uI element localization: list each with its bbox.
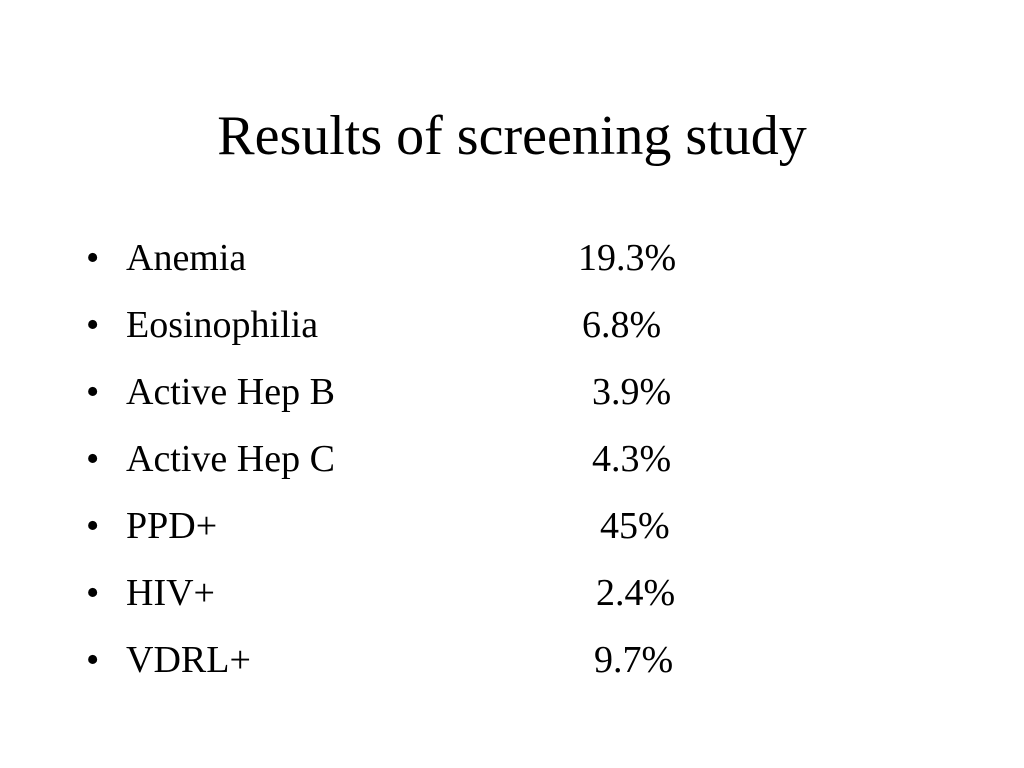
bullet-icon: •: [86, 572, 100, 614]
result-label: Eosinophilia: [126, 304, 319, 346]
bullet-icon: •: [86, 639, 100, 681]
result-label: PPD+: [126, 505, 218, 547]
result-value: 9.7%: [594, 639, 674, 681]
result-label: Anemia: [126, 237, 247, 279]
result-label: HIV+: [126, 572, 215, 614]
bullet-icon: •: [86, 304, 100, 346]
bullet-icon: •: [86, 438, 100, 480]
result-value: 3.9%: [592, 371, 672, 413]
result-label: Active Hep B: [126, 371, 335, 413]
result-value: 4.3%: [592, 438, 672, 480]
slide-title: Results of screening study: [217, 105, 807, 167]
result-label: VDRL+: [126, 639, 251, 681]
result-value: 6.8%: [582, 304, 662, 346]
result-value: 2.4%: [596, 572, 676, 614]
bullet-icon: •: [86, 237, 100, 279]
result-value: 45%: [600, 505, 670, 547]
result-value: 19.3%: [578, 237, 677, 279]
bullet-icon: •: [86, 371, 100, 413]
bullet-icon: •: [86, 505, 100, 547]
result-label: Active Hep C: [126, 438, 335, 480]
